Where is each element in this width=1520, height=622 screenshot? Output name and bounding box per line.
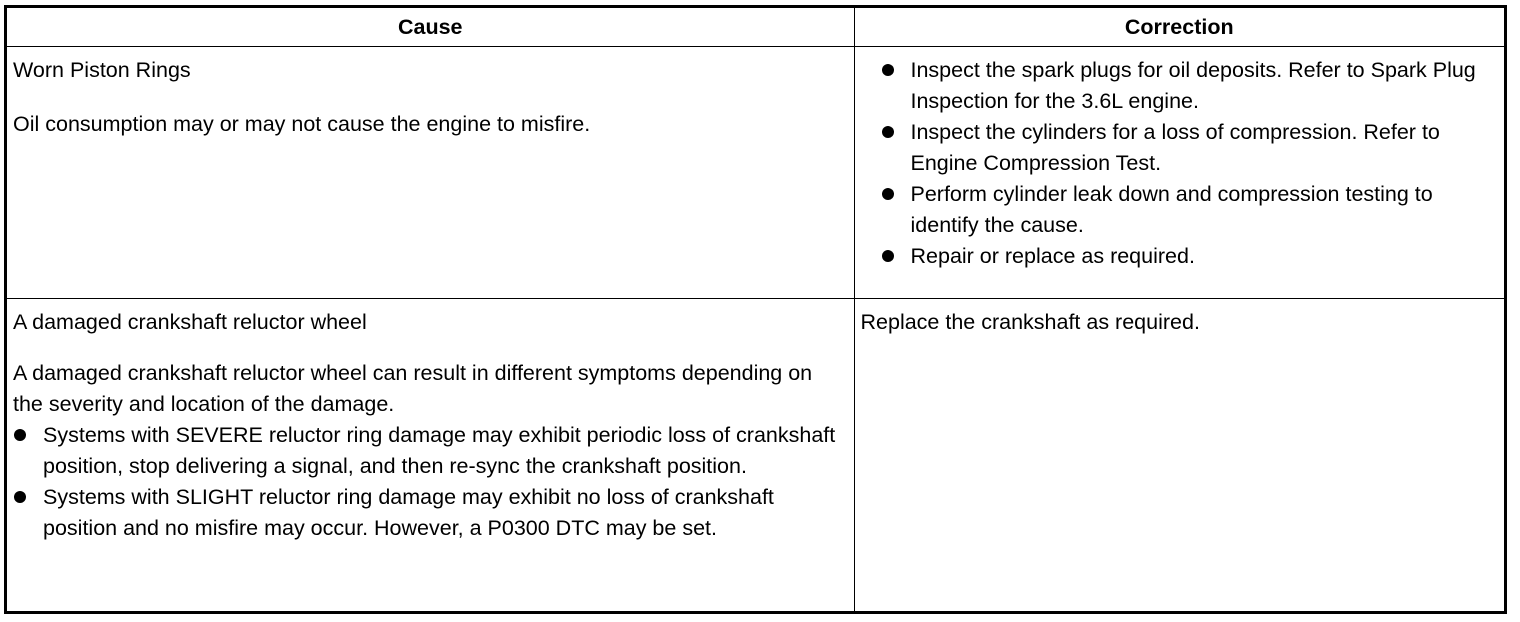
cause-cell [7, 47, 854, 299]
bullet-icon [14, 491, 26, 503]
cause-correction-table [7, 8, 1504, 611]
cause-title: Worn Piston Rings [13, 58, 191, 82]
cause-text: Oil consumption may or may not cause the engine to misfire. [13, 112, 591, 136]
cause-text: A damaged crankshaft reluctor wheel can result in different symptoms depending on the severity and location of the damage. [13, 361, 813, 416]
list-item: Perform cylinder leak down and compression testing to identify the cause. [881, 179, 1495, 241]
correction-text: Replace the crankshaft as required. [860, 310, 1200, 334]
correction-cell [854, 299, 1504, 612]
list-item: Inspect the spark plugs for oil deposits. Refer to Spark Plug Inspection for the 3.6L engine. [881, 55, 1495, 117]
table-row [7, 299, 1504, 612]
header-row [7, 8, 1504, 47]
correction-header: Correction [854, 8, 1504, 47]
cause-list [13, 420, 846, 544]
list-item: Inspect the cylinders for a loss of compression. Refer to Engine Compression Test. [881, 117, 1495, 179]
table-row [7, 47, 1504, 299]
bullet-icon [882, 250, 894, 262]
bullet-icon [882, 188, 894, 200]
correction-cell [854, 47, 1504, 299]
cause-cell [7, 299, 854, 612]
list-item: Systems with SLIGHT reluctor ring damage may exhibit no loss of crankshaft position and no misfire may occur. However, a P0300 DTC may be set. [13, 482, 846, 544]
cause-title: A damaged crankshaft reluctor wheel [13, 310, 367, 334]
correction-list [881, 55, 1495, 272]
list-item: Repair or replace as required. [881, 241, 1495, 272]
diagnostic-table-frame [4, 5, 1507, 614]
cause-header: Cause [7, 8, 854, 47]
bullet-icon [14, 429, 26, 441]
bullet-icon [882, 64, 894, 76]
list-item: Systems with SEVERE reluctor ring damage may exhibit periodic loss of crankshaft position, stop delivering a signal, and then re-sync the crankshaft position. [13, 420, 846, 482]
bullet-icon [882, 126, 894, 138]
